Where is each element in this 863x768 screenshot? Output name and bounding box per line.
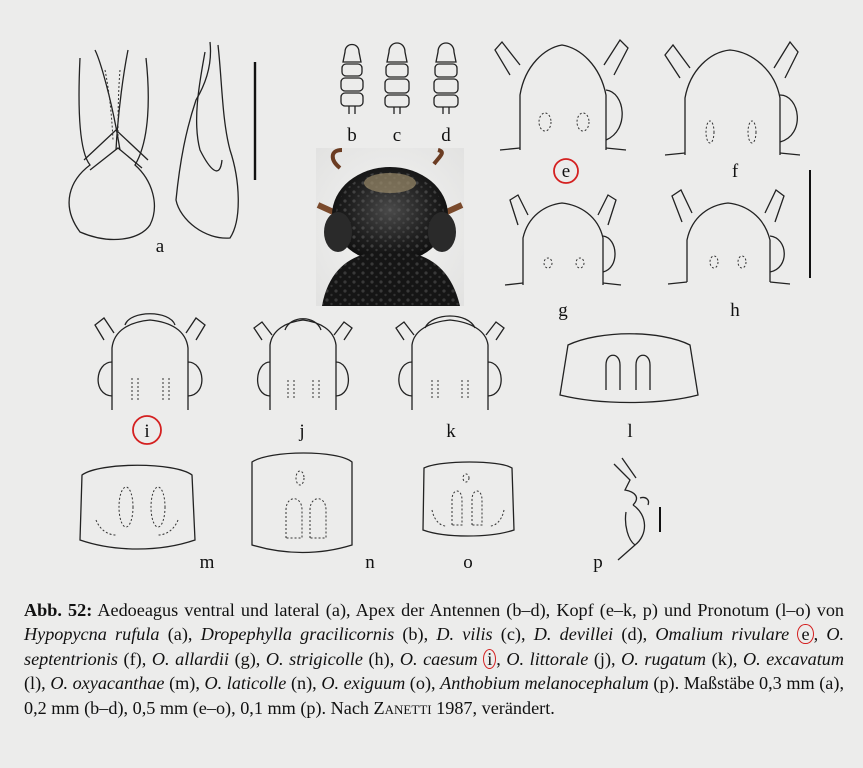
drawing-n-pronotum [252,453,352,553]
species-name: D. vilis [436,624,493,645]
panel-label-d: d [441,125,451,146]
panel-label-c: c [392,125,402,146]
drawing-bcd-antennae [341,43,458,114]
caption-text: (c), [492,624,534,645]
panel-label-n: n [365,552,375,573]
species-name: O. septentrionis [24,624,845,669]
caption-text: (b), [394,624,437,645]
caption-text: Aedoeagus ventral und lateral (a), Apex der Antennen (b–d), Kopf (e–k, p) und Pronotum (l–o) von [97,600,845,620]
species-name: Hypopycna rufula [24,624,160,645]
drawing-h-head [668,190,790,284]
caption-text: (h), [362,648,400,669]
drawing-g-head [505,195,621,285]
panel-label-o: o [463,552,473,573]
species-name: D. devillei [533,624,614,645]
panel-label-g: g [558,300,568,321]
caption-author: Zanetti [373,697,432,718]
caption-text: (a), [159,624,201,645]
panel-label-j: j [299,421,305,442]
species-name: Anthobium melanocephalum [440,673,649,694]
species-name: O. laticolle [204,673,287,694]
caption-text: (d), [613,624,656,645]
drawing-a-aedoeagus [69,42,255,239]
caption-label: Abb. 52: [24,600,93,620]
panel-label-b: b [347,125,357,146]
caption-text: , [496,648,507,669]
drawing-i-head [95,314,205,410]
panel-label-l: l [627,421,633,442]
caption-highlight-e: e [797,624,813,644]
drawing-o-pronotum [423,462,514,536]
caption-text: (g), [229,648,266,669]
drawing-e-head [495,40,628,150]
panel-label-e: e [561,161,571,182]
beetle-head-photo [316,148,464,306]
species-name: O. excavatum [742,648,844,669]
panel-label-f: f [731,161,739,182]
panel-label-k: k [446,421,456,442]
caption-text: (k), [706,648,743,669]
species-name: O. allardii [151,648,229,669]
species-name: O. strigicolle [265,648,363,669]
drawing-f-head [665,42,800,155]
caption-text: , [813,624,827,645]
figure-caption [24,598,844,720]
panel-label-p: p [593,552,603,573]
caption-text: (n), [286,673,322,694]
drawing-j-head [254,319,352,410]
panel-label-a: a [155,236,165,257]
species-name: O. rugatum [621,648,707,669]
caption-text: (m), [164,673,205,694]
drawing-l-pronotum [560,334,698,403]
species-name: Omalium rivulare [655,624,790,645]
panel-label-i: i [144,421,150,442]
caption-text: (l), [24,673,51,694]
species-name: Dropephylla gracilicornis [200,624,395,645]
caption-text: (p). Maßstäbe 0,3 mm (a), 0,2 mm (b–d), 0,5 mm (e–o), 0,1 mm (p). Nach [24,673,844,718]
drawing-p-head-lateral [614,458,660,560]
caption-text: (o), [405,673,441,694]
panel-label-m: m [199,552,215,573]
caption-text: (f), [117,648,152,669]
species-name: O. oxyacanthae [50,673,165,694]
drawing-m-pronotum [80,465,195,549]
panel-label-h: h [730,300,740,321]
species-name: O. caesum [399,648,478,669]
species-name: O. exiguum [321,673,406,694]
species-name: O. littorale [506,648,589,669]
caption-text: (j), [588,648,622,669]
caption-text: 1987, verändert. [431,697,555,718]
caption-highlight-i: i [483,649,496,669]
drawing-k-head [396,316,504,410]
